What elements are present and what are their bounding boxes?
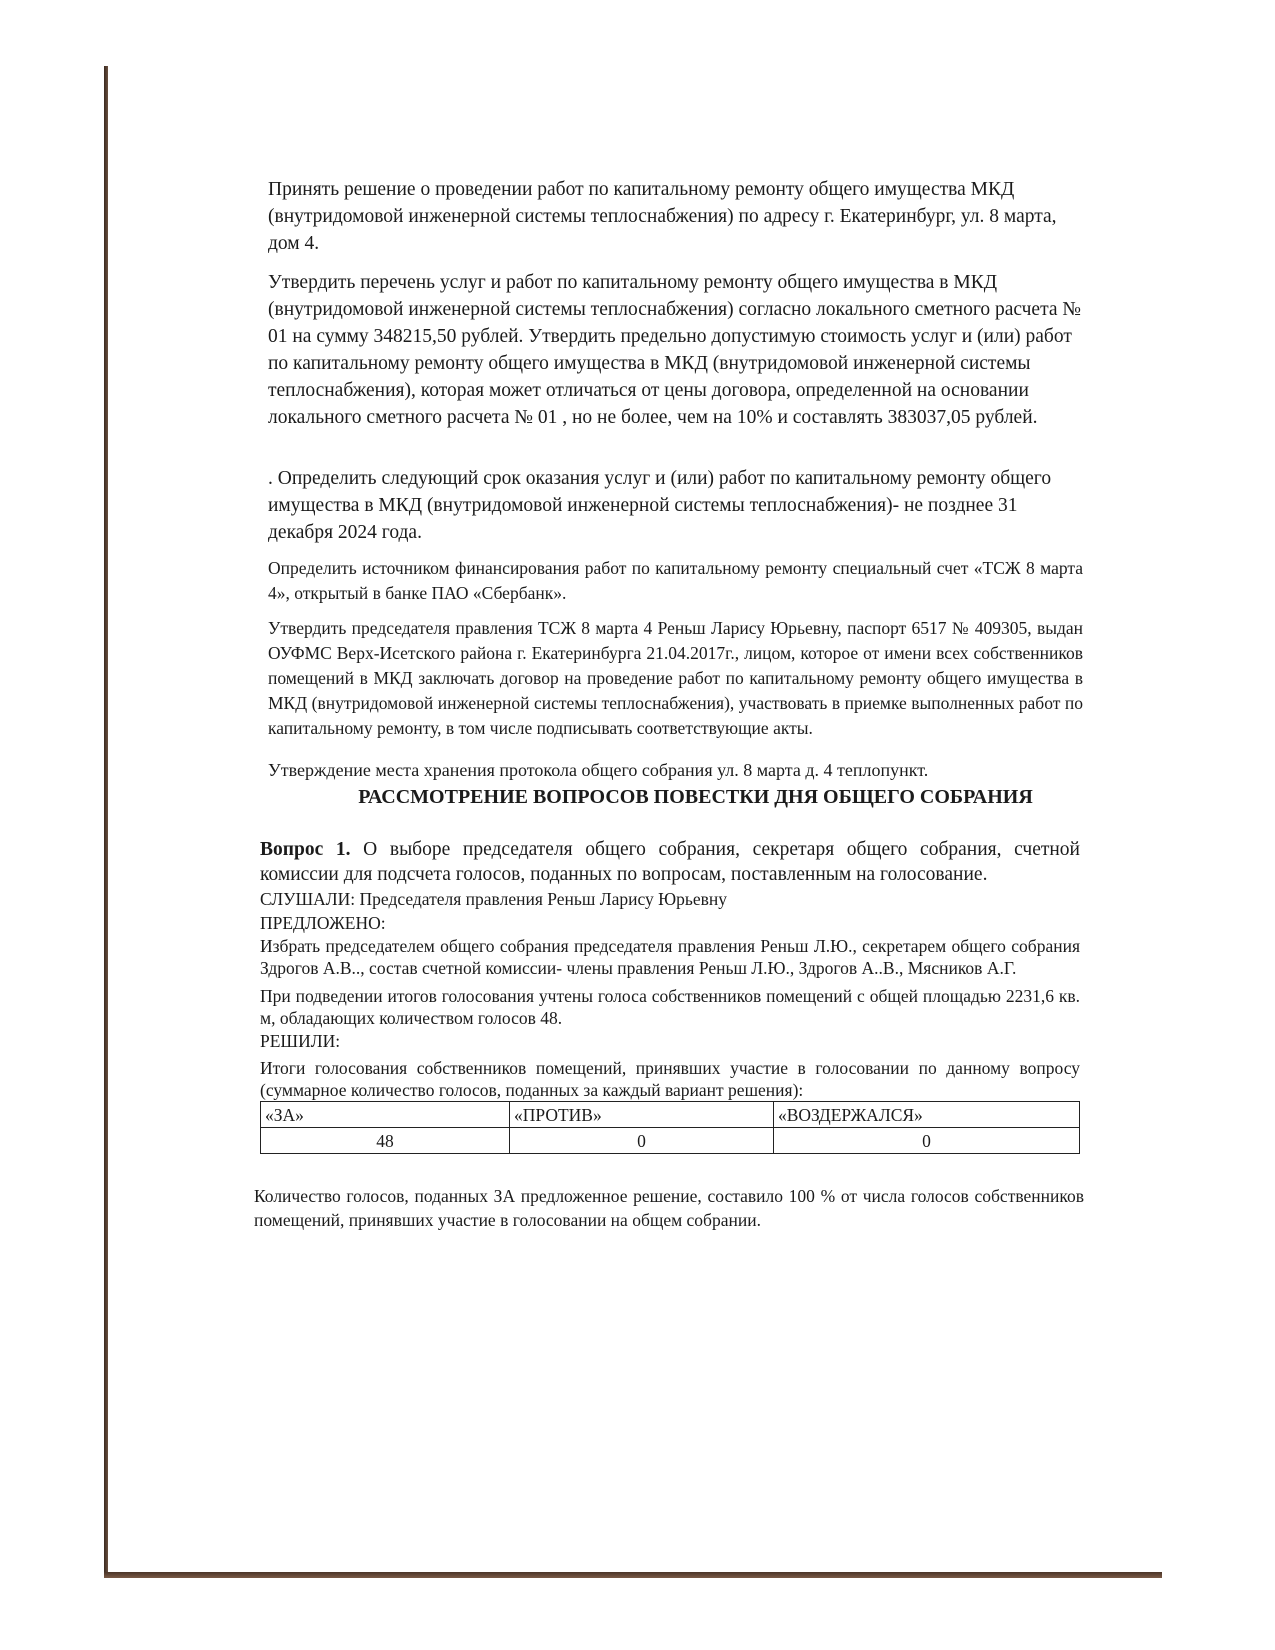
proposed-label: ПРЕДЛОЖЕНО: <box>260 913 386 933</box>
decision-paragraph-4: Определить источником финансирования работ по капитальному ремонту специальный счет «ТСЖ 8 марта 4», открытый в банке ПАО «Сбербанк». <box>268 558 1083 603</box>
votes-table-header-row <box>261 1102 1080 1128</box>
votes-header-against: «ПРОТИВ» <box>510 1102 774 1128</box>
results-intro: Итоги голосования собственников помещений, принявших участие в голосовании по данному вопросу (суммарное количество голосов, поданных за каждый вариант решения): <box>260 1058 1080 1100</box>
question-1-text: О выборе председателя общего собрания, секретаря общего собрания, счетной комиссии для подсчета голосов, поданных по вопросам, поставленным на голосование. <box>260 839 1080 885</box>
decision-paragraph-5: Утвердить председателя правления ТСЖ 8 марта 4 Реньш Ларису Юрьевну, паспорт 6517 № 409305, выдан ОУФМС Верх-Исетского района г. Екатеринбурга 21.04.2017г., лицом, которое от имени всех собственников помещений в МКД заключать договор на проведение работ по капитальному ремонту общего имущества в МКД (внутридомовой инженерной системы теплоснабжения), участвовать в приемке выполненных работ по капитальному ремонту, в том числе подписывать соответствующие акты. <box>268 618 1083 738</box>
votes-value-against: 0 <box>510 1128 774 1154</box>
conclusion: Количество голосов, поданных ЗА предложенное решение, составило 100 % от числа голосов собственников помещений, принявших участие в голосовании на общем собрании. <box>254 1186 1084 1230</box>
votes-table-value-row <box>261 1128 1080 1154</box>
scan-edge-left <box>104 66 108 1576</box>
votes-table <box>260 1101 1080 1154</box>
decision-paragraph-1: Принять решение о проведении работ по капитальному ремонту общего имущества МКД (внутридомовой инженерной системы теплоснабжения) по адресу г. Екатеринбург, ул. 8 марта, дом 4. <box>268 179 1057 254</box>
decision-paragraph-6: Утверждение места хранения протокола общего собрания ул. 8 марта д. 4 теплопункт. <box>268 760 929 780</box>
document-page <box>254 176 1084 1232</box>
tally-note: При подведении итогов голосования учтены голоса собственников помещений с общей площадью 2231,6 кв. м, обладающих количеством голосов 48. <box>260 986 1080 1028</box>
question-1-block <box>260 837 1080 1101</box>
decision-paragraph-3: . Определить следующий срок оказания услуг и (или) работ по капитальному ремонту общего имущества в МКД (внутридомовой инженерной системы теплоснабжения)- не позднее 31 декабря 2024 года. <box>268 468 1052 543</box>
decided-label: РЕШИЛИ: <box>260 1031 341 1051</box>
votes-header-for: «ЗА» <box>261 1102 510 1128</box>
votes-value-abstain: 0 <box>774 1128 1080 1154</box>
scan-edge-bottom <box>104 1572 1162 1578</box>
section-heading: РАССМОТРЕНИЕ ВОПРОСОВ ПОВЕСТКИ ДНЯ ОБЩЕГО СОБРАНИЯ <box>358 786 1033 808</box>
heard-line: СЛУШАЛИ: Председателя правления Реньш Ларису Юрьевну <box>260 889 727 909</box>
votes-header-abstain: «ВОЗДЕРЖАЛСЯ» <box>774 1102 1080 1128</box>
decision-paragraph-2: Утвердить перечень услуг и работ по капитальному ремонту общего имущества в МКД (внутридомовой инженерной системы теплоснабжения) согласно локального сметного расчета № 01 на сумму 348215,50 рублей. Утвердить предельно допустимую стоимость услуг и (или) работ по капитальному ремонту общего имущества в МКД (внутридомовой инженерной системы теплоснабжения), которая может отличаться от цены договора, определенной на основании локального сметного расчета № 01 , но не более, чем на 10% и составлять 383037,05 рублей. <box>268 272 1081 428</box>
question-1-title <box>260 837 1080 887</box>
votes-value-for: 48 <box>261 1128 510 1154</box>
question-1-label: Вопрос 1. <box>260 839 351 860</box>
proposed-text: Избрать председателем общего собрания председателя правления Реньш Л.Ю., секретарем общего собрания Здрогов А.В.., состав счетной комиссии- члены правления Реньш Л.Ю., Здрогов А..В., Мясников А.Г. <box>260 936 1080 978</box>
